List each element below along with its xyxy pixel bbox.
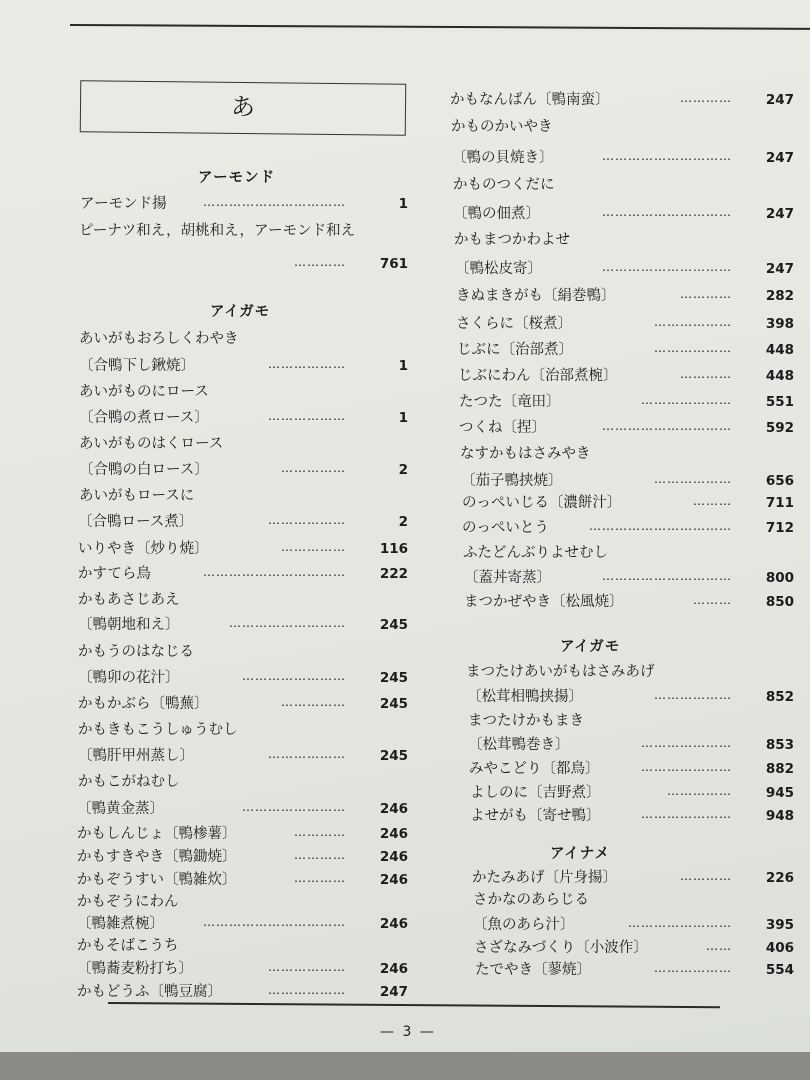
leader-dots: ……………… (654, 341, 732, 355)
page-reference: 406 (765, 940, 794, 956)
entry-text: 〔鴨黄金蒸〕 (77, 801, 164, 817)
index-entry (470, 781, 794, 805)
index-entry (450, 88, 794, 112)
page-reference: 246 (379, 801, 408, 817)
leader-dots: ………………………… (602, 569, 732, 583)
index-entry-reading (453, 173, 794, 197)
page-reference: 711 (765, 495, 794, 511)
entry-text: いりやき〔炒り焼〕 (78, 541, 209, 557)
entry-text: 〔蓋丼寄蒸〕 (464, 570, 551, 586)
index-entry-reading (473, 888, 794, 912)
entry-text: かもこがねむし (78, 774, 180, 790)
page-reference: 226 (765, 870, 794, 886)
leader-dots: ………………………… (602, 260, 732, 274)
index-entry (468, 733, 794, 757)
index-entry (79, 252, 408, 276)
entry-text: 〔松茸相鴨挟揚〕 (467, 689, 583, 705)
index-entry (453, 202, 794, 226)
index-entry (474, 936, 794, 960)
index-entry (77, 980, 408, 1004)
index-entry (80, 192, 408, 216)
leader-dots: …………… (281, 695, 346, 709)
page-reference: 853 (765, 737, 794, 753)
entry-text: つくね〔捏〕 (459, 420, 546, 436)
entry-text: 〔合鴨の煮ロース〕 (79, 410, 209, 426)
index-entry (456, 284, 794, 308)
entry-text: かもぞうすい〔鴨雑炊〕 (77, 872, 237, 888)
section-heading: アイガモ (210, 304, 271, 320)
entry-text: 〔鴨卯の花汁〕 (78, 670, 180, 686)
entry-text: 〔茄子鴨挟焼〕 (461, 473, 563, 489)
leader-dots: ………… (680, 287, 732, 301)
leader-dots: ……………… (268, 747, 346, 761)
page-reference: 850 (765, 594, 794, 610)
index-entry-reading (454, 228, 794, 252)
index-entry (78, 562, 408, 586)
page-reference: 247 (765, 261, 794, 277)
leader-dots: ………………………… (602, 419, 732, 433)
index-entry (473, 913, 794, 937)
leader-dots: …………… (281, 461, 346, 475)
page-reference: 116 (379, 541, 408, 557)
leader-dots: …………………………… (589, 519, 732, 533)
index-entry (458, 364, 794, 388)
entry-text: さかなのあらじる (473, 892, 589, 908)
entry-text: のっぺいじる〔濃餅汁〕 (462, 495, 622, 511)
page-reference: 800 (765, 570, 794, 586)
index-entry (475, 958, 794, 982)
page-reference: 592 (765, 420, 794, 436)
index-entry-reading (78, 588, 408, 612)
index-entry-reading (78, 770, 408, 794)
page-reference: 1 (398, 196, 408, 212)
entry-text: よしのに〔吉野煮〕 (470, 785, 601, 801)
entry-text: かもすきやき〔鴨鋤焼〕 (77, 849, 237, 865)
page-reference: 656 (765, 473, 794, 489)
leader-dots: ……………… (268, 357, 346, 371)
leader-dots: ………………………… (602, 205, 732, 219)
page-reference: 1 (398, 358, 408, 374)
leader-dots: ……………… (654, 472, 732, 486)
page-reference: 222 (379, 566, 408, 582)
entry-text: かものかいやき (451, 119, 553, 135)
index-entry (462, 491, 794, 515)
index-entry (470, 804, 794, 828)
page-reference: 1 (398, 410, 408, 426)
index-entry-reading (466, 660, 794, 684)
entry-text: じぶにわん〔治部煮椀〕 (458, 368, 618, 384)
page-reference: 2 (398, 514, 408, 530)
page-reference: 448 (765, 368, 794, 384)
leader-dots: ……… (693, 593, 732, 607)
leader-dots: ………… (294, 871, 346, 885)
index-entry (456, 312, 794, 336)
index-entry-reading (468, 709, 794, 733)
index-entry (77, 822, 408, 846)
leader-dots: ……………… (268, 983, 346, 997)
entry-text: かもなんばん〔鴨南蛮〕 (450, 92, 610, 108)
leader-dots: …………… (281, 540, 346, 554)
index-entry (452, 146, 794, 170)
page-reference: 945 (765, 785, 794, 801)
entry-text: 〔魚のあら汁〕 (473, 917, 575, 933)
leader-dots: ………… (294, 848, 346, 862)
entry-text: たでやき〔蓼焼〕 (475, 962, 591, 978)
entry-text: あいがもロースに (79, 488, 195, 504)
entry-text: かすてら鳥 (78, 566, 151, 582)
page-reference: 554 (765, 962, 794, 978)
leader-dots: …………………… (242, 669, 346, 683)
index-entry (79, 458, 408, 482)
page-reference: 246 (379, 872, 408, 888)
index-entry (455, 257, 794, 281)
leader-dots: ………………… (641, 807, 732, 821)
index-entry (77, 957, 408, 981)
index-entry-reading (79, 432, 408, 456)
page-reference: 247 (765, 206, 794, 222)
page-reference: 712 (765, 520, 794, 536)
page-reference: 246 (379, 916, 408, 932)
page-reference: 395 (765, 917, 794, 933)
index-entry (472, 866, 794, 890)
top-rule (70, 24, 810, 30)
leader-dots: …………………………… (203, 565, 346, 579)
entry-text: じぶに〔治部煮〕 (457, 342, 573, 358)
index-entry-reading (460, 442, 794, 466)
index-entry (77, 797, 408, 821)
leader-dots: …………………… (242, 800, 346, 814)
entry-text: みやこどり〔都鳥〕 (469, 761, 600, 777)
entry-text: かたみあげ〔片身揚〕 (472, 870, 617, 886)
entry-text: あいがもおろしくわやき (79, 331, 239, 347)
page-reference: 246 (379, 961, 408, 977)
entry-text: かものつくだに (453, 177, 555, 193)
entry-text: よせがも〔寄せ鴨〕 (470, 808, 601, 824)
entry-text: かもしんじょ〔鴨椮薯〕 (77, 826, 237, 842)
leader-dots: …………………… (628, 916, 732, 930)
leader-dots: …………………………… (203, 915, 346, 929)
leader-dots: ……………………… (229, 616, 346, 630)
page-reference: 948 (765, 808, 794, 824)
entry-text: のっぺいとう (462, 520, 549, 536)
entry-text: 〔鴨松皮寄〕 (455, 261, 542, 277)
index-entry (467, 685, 794, 709)
page-reference: 247 (765, 92, 794, 108)
leader-dots: …… (706, 939, 732, 953)
page-reference: 551 (765, 394, 794, 410)
entry-text: かもぞうにわん (77, 894, 179, 910)
entry-text: たつた〔竜田〕 (459, 394, 561, 410)
page-reference: 245 (379, 617, 408, 633)
index-entry-reading (77, 934, 408, 958)
page-reference: 246 (379, 849, 408, 865)
index-entry (77, 868, 408, 892)
entry-text: あいがものはくロース (79, 436, 224, 452)
page-number: — 3 — (380, 1024, 436, 1040)
leader-dots: ………… (294, 255, 346, 269)
leader-dots: ……………… (654, 961, 732, 975)
page-reference: 882 (765, 761, 794, 777)
entry-text: まつたけかもまき (468, 713, 584, 729)
page-reference: 398 (765, 316, 794, 332)
entry-text: かもきもこうしゅうむし (78, 722, 238, 738)
entry-text: アーモンド揚 (80, 196, 167, 212)
page-reference: 245 (379, 696, 408, 712)
leader-dots: ………… (680, 869, 732, 883)
index-entry (79, 406, 408, 430)
page-reference: 246 (379, 826, 408, 842)
entry-text: かもそばこうち (77, 938, 179, 954)
leader-dots: ………………………… (602, 149, 732, 163)
leader-dots: …………… (667, 784, 732, 798)
leader-dots: …………………………… (203, 195, 346, 209)
index-entry (77, 912, 408, 936)
entry-text: 〔合鴨ロース煮〕 (78, 514, 194, 530)
page-reference: 247 (765, 150, 794, 166)
index-entry (462, 516, 794, 540)
page-reference: 448 (765, 342, 794, 358)
entry-text: きぬまきがも〔絹巻鴨〕 (456, 288, 616, 304)
leader-dots: ……………… (654, 688, 732, 702)
entry-text: ピーナツ和え，胡桃和え，アーモンド和え (79, 223, 356, 239)
leader-dots: ………………… (641, 760, 732, 774)
section-kana-box (80, 80, 407, 135)
index-entry-reading (79, 484, 408, 508)
index-entry (464, 590, 794, 614)
leader-dots: ………………… (641, 736, 732, 750)
index-entry (79, 354, 408, 378)
page-reference: 245 (379, 670, 408, 686)
leader-dots: ……………… (268, 409, 346, 423)
entry-text: かもどうふ〔鴨豆腐〕 (77, 984, 222, 1000)
index-entry (457, 338, 794, 362)
index-entry (464, 566, 794, 590)
entry-text: 〔合鴨の白ロース〕 (79, 462, 209, 478)
entry-text: 〔鴨朝地和え〕 (78, 617, 180, 633)
index-entry (78, 666, 408, 690)
page-reference: 247 (379, 984, 408, 1000)
section-kana: あ (230, 92, 256, 122)
index-entry-reading (79, 219, 408, 243)
entry-text: 〔松茸鴨巻き〕 (468, 737, 570, 753)
index-entry (78, 692, 408, 716)
entry-text: さくらに〔桜煮〕 (456, 316, 572, 332)
index-entry-reading (463, 541, 794, 565)
entry-text: なすかもはさみやき (460, 446, 591, 462)
section-heading: アイナメ (550, 846, 611, 862)
entry-text: 〔鴨肝甲州蒸し〕 (78, 748, 194, 764)
leader-dots: ………… (680, 367, 732, 381)
section-heading: アーモンド (198, 170, 276, 186)
entry-text: かもまつかわよせ (454, 232, 570, 248)
index-entry-reading (78, 640, 408, 664)
index-entry-reading (451, 115, 794, 139)
index-entry (461, 469, 794, 493)
page-reference: 245 (379, 748, 408, 764)
index-entry-reading (78, 718, 408, 742)
index-entry (469, 757, 794, 781)
leader-dots: ………………… (641, 393, 732, 407)
entry-text: 〔合鴨下し鍬焼〕 (79, 358, 195, 374)
leader-dots: ……………… (268, 513, 346, 527)
entry-text: あいがものにロース (79, 384, 209, 400)
entry-text: まつたけあいがもはさみあげ (466, 664, 655, 680)
entry-text: かもかぶら〔鴨蕪〕 (78, 696, 209, 712)
entry-text: 〔鴨の貝焼き〕 (452, 150, 554, 166)
entry-text: かもあさじあえ (78, 592, 180, 608)
leader-dots: ……………… (654, 315, 732, 329)
index-entry (78, 510, 408, 534)
entry-text: さざなみづくり〔小波作〕 (474, 940, 648, 956)
leader-dots: ……… (693, 494, 732, 508)
entry-text: 〔鴨蕎麦粉打ち〕 (77, 961, 193, 977)
leader-dots: ……………… (268, 960, 346, 974)
bottom-rule (108, 1002, 720, 1008)
entry-text: かもうのはなじる (78, 644, 194, 660)
index-entry (77, 845, 408, 869)
page-reference: 282 (765, 288, 794, 304)
entry-text: 〔鴨の佃煮〕 (453, 206, 540, 222)
index-entry (459, 390, 794, 414)
index-entry-reading (79, 380, 408, 404)
index-entry (459, 416, 794, 440)
index-entry (78, 744, 408, 768)
entry-text: ふたどんぶりよせむし (463, 545, 608, 561)
page-reference: 2 (398, 462, 408, 478)
index-entry (78, 537, 408, 561)
leader-dots: ………… (294, 825, 346, 839)
entry-text: 〔鴨雑煮椀〕 (77, 916, 164, 932)
page-reference: 852 (765, 689, 794, 705)
leader-dots: ………… (680, 91, 732, 105)
entry-text: まつかぜやき〔松風焼〕 (464, 594, 624, 610)
index-entry (78, 613, 408, 637)
index-entry-reading (79, 327, 408, 351)
page-reference: 761 (379, 256, 408, 272)
section-heading: アイガモ (560, 639, 621, 655)
